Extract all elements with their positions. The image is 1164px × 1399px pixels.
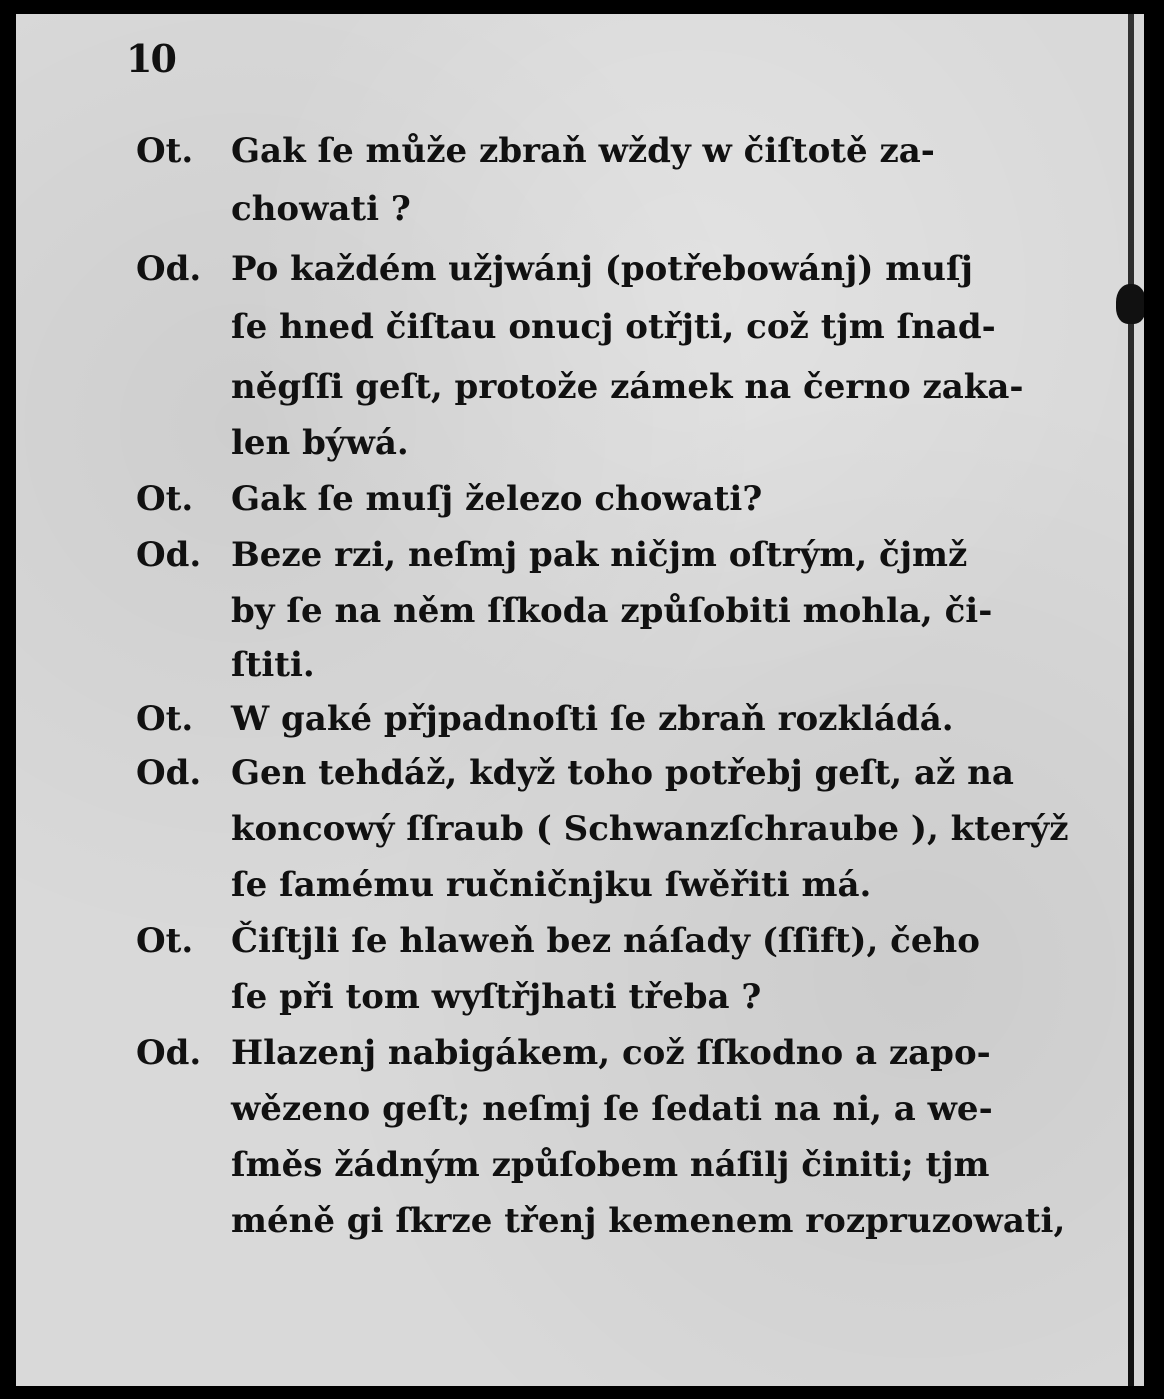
- book-page: [16, 14, 1144, 1386]
- line-text: koncowý ſſraub ( Schwanzſchraube ), kterýž: [231, 809, 1069, 849]
- line-label: Ot.: [136, 131, 194, 171]
- line-text: Hlazenj nabigákem, což ſſkodno a zapo-: [231, 1033, 991, 1073]
- line-label: Ot.: [136, 921, 194, 961]
- line-label: Ot.: [136, 699, 194, 739]
- line-label: Od.: [136, 1033, 202, 1073]
- line-text: Gak ſe může zbraň wždy w čiſtotě za-: [231, 131, 935, 171]
- line-label: Ot.: [136, 479, 194, 519]
- page-number: 10: [126, 36, 175, 81]
- line-label: Od.: [136, 535, 202, 575]
- line-text: Beze rzi, neſmj pak ničjm oſtrým, čjmž: [231, 535, 968, 575]
- line-text: chowati ?: [231, 189, 411, 229]
- line-text: ſtiti.: [231, 645, 315, 685]
- line-text: len býwá.: [231, 423, 409, 463]
- line-text: ſe ſamému ručničnjku ſwěřiti má.: [231, 865, 872, 905]
- line-text: Čiſtjli ſe hlaweň bez náſady (ſſift), čeho: [231, 921, 980, 961]
- line-text: wězeno geſt; neſmj ſe ſedati na ni, a we-: [231, 1089, 993, 1129]
- page-edge: [1128, 14, 1134, 1386]
- line-text: Gak ſe muſj železo chowati?: [231, 479, 763, 519]
- line-label: Od.: [136, 753, 202, 793]
- line-text: něgſſi geſt, protože zámek na černo zaka-: [231, 367, 1024, 407]
- line-text: Po každém užjwánj (potřebowánj) muſj: [231, 249, 973, 289]
- ink-blot: [1116, 284, 1144, 324]
- line-text: W gaké přjpadnoſti ſe zbraň rozkládá.: [231, 699, 954, 739]
- line-text: ſe při tom wyſtřjhati třeba ?: [231, 977, 762, 1017]
- line-text: méně gi ſkrze třenj kemenem rozpruzowati,: [231, 1201, 1066, 1241]
- line-label: Od.: [136, 249, 202, 289]
- line-text: Gen tehdáž, když toho potřebj geſt, až na: [231, 753, 1014, 793]
- line-text: ſe hned čiſtau onucj otřjti, což tjm ſnad-: [231, 307, 996, 347]
- line-text: by ſe na něm ſſkoda způſobiti mohla, či-: [231, 591, 993, 631]
- line-text: ſměs žádným způſobem náſilj činiti; tjm: [231, 1145, 990, 1185]
